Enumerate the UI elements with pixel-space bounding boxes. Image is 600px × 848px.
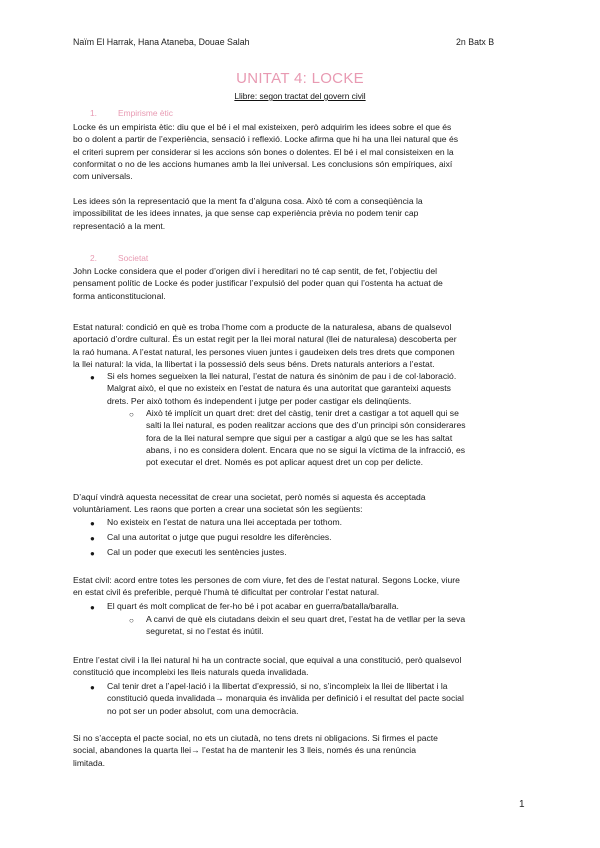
paragraph-empirisme-etic [73, 121, 528, 182]
text-line: salti la llei natural, es poden realitzar accions que des d’un principi són considerares [146, 420, 466, 431]
text-line: Estat natural: condició en què es troba l’home com a producte de la naturalesa, abans de qualsevol [73, 322, 452, 332]
page-subtitle: Llibre: segon tractat del govern civil [234, 91, 366, 101]
text-line: Això té implícit un quart dret: dret del càstig, tenir dret a castigar a tot aquell qui se [146, 408, 459, 418]
text-line: no pot ser un poder absolut, com una democràcia. [107, 705, 299, 716]
text-line: pot executar el dret. Només es pot aplicar aquest dret un cop per delicte. [146, 457, 424, 468]
section-number: 2. [90, 253, 97, 263]
text-line: constitució queda invalidada→ monarquia és invàlida per definició i el resultat del pacte social [107, 693, 464, 704]
section-title: Empirisme ètic [118, 108, 173, 118]
paragraph-pacte-social [73, 732, 528, 769]
bullet-hollow-icon: ○ [129, 616, 134, 625]
subbullet-seguretat [146, 613, 528, 638]
subbullet-dret-castig [146, 407, 528, 468]
text-line: Cal tenir dret a l’apel·lació i la llibertat d’expressió, si no, s’incompleix la llei de llibertat i la [107, 681, 448, 691]
text-line: com universals. [73, 171, 133, 182]
bullet-estat-natural [107, 370, 528, 407]
text-line: en estat civil és preferible, perquè l’humà té dificultat per controlar l’estat natural. [73, 587, 380, 598]
paragraph-idees [73, 195, 528, 232]
bullet-filled-icon: ● [90, 603, 95, 612]
page-title: UNITAT 4: LOCKE [236, 70, 364, 87]
text-line: Les idees són la representació que la ment fa d’alguna cosa. Això té com a conseqüència la [73, 196, 423, 206]
paragraph-societat-intro [73, 265, 528, 302]
bullet-raons-1 [107, 516, 528, 528]
text-line: voluntàriament. Les raons que porten a crear una societat són les següents: [73, 504, 363, 515]
section-heading-empirisme [90, 108, 173, 118]
text-line: abans, i no es considera dolent. Encara que no se sigui la víctima de la infracció, es [146, 444, 466, 455]
text-line: impossibilitat de les idees innates, ja que sense cap experiència prèvia no podem tenir cap [73, 208, 419, 219]
header-class: 2n Batx B [456, 37, 495, 47]
text-line: la raó humana. A l’estat natural, les persones viuen juntes i gaudeixen dels tres drets que componen [73, 346, 455, 357]
text-line: pensament polític de Locke és poder justificar l’expulsió del poder quan qui l’ostenta ha actuat de [73, 278, 443, 289]
text-line: Estat civil: acord entre totes les persones de com viure, fet des de l’estat natural. Segons Locke, viure [73, 575, 460, 585]
header-authors: Naïm El Harrak, Hana Ataneba, Douae Salah [73, 37, 250, 47]
text-line: el criteri suprem per considerar si les accions són bones o dolentes. El bé i el mal consisteixen en la [73, 146, 454, 157]
text-line: aportació d’ordre cultural. És un estat regit per la llei moral natural (llei de naturalesa) descoberta per [73, 334, 457, 345]
text-line: bo o dolent a partir de l’experiència, sensació i reflexió. Locke afirma que hi ha una llei natural que és [73, 134, 459, 145]
paragraph-contracte-social [73, 654, 528, 679]
text-line: Si els homes segueixen la llei natural, l’estat de natura és sinònim de pau i de col·laboració. [107, 371, 457, 381]
text-line: John Locke considera que el poder d’origen diví i hereditari no té cap sentit, de fet, l’objectiu del [73, 266, 438, 276]
text-line: seguretat, si no l’estat és inútil. [146, 626, 264, 637]
text-line: Malgrat això, el que no existeix en l’estat de natura és una autoritat que garanteixi aquests [107, 383, 451, 394]
text-line: forma anticonstitucional. [73, 290, 166, 301]
text-line: Si no s’accepta el pacte social, no ets un ciutadà, no tens drets ni obligacions. Si firmes el pacte [73, 733, 438, 743]
text-line: Cal una autoritat o jutge que pugui resoldre les diferències. [107, 532, 332, 542]
text-line: constitució que incompleixi les lleis naturals queda invalidada. [73, 667, 309, 678]
text-line: drets. Per això tothom és independent i jutge per poder castigar els delinqüents. [107, 395, 412, 406]
bullet-filled-icon: ● [90, 683, 95, 692]
text-line: conformitat o no de les accions humanes amb la llei universal. Les conclusions són empíriques, així [73, 158, 453, 169]
section-title: Societat [118, 253, 149, 263]
bullet-estat-civil [107, 600, 528, 612]
bullet-filled-icon: ● [90, 373, 95, 382]
text-line: la llei natural: la vida, la llibertat i la possessió dels seus béns. Drets naturals anteriors a l’estat. [73, 358, 435, 369]
section-number: 1. [90, 108, 97, 118]
text-line: social, abandones la quarta llei→ l’estat ha de mantenir les 3 lleis, només és una renúncia [73, 745, 416, 756]
text-line: representació a la ment. [73, 220, 166, 231]
text-line: limitada. [73, 757, 105, 768]
paragraph-estat-civil [73, 574, 528, 599]
bullet-filled-icon: ● [90, 519, 95, 528]
page-number: 1 [519, 799, 525, 810]
bullet-hollow-icon: ○ [129, 410, 134, 419]
paragraph-necessitat-societat [73, 491, 528, 516]
bullet-raons-2 [107, 531, 528, 543]
text-line: fora de la llei natural sempre que sigui per a castigar a algú que se les has saltat [146, 432, 453, 443]
text-line: Entre l’estat civil i la llei natural hi ha un contracte social, que equival a una constitució, però qualsevol [73, 655, 462, 665]
text-line: Cal un poder que executi les sentències justes. [107, 547, 287, 557]
bullet-filled-icon: ● [90, 534, 95, 543]
paragraph-estat-natural [73, 321, 528, 370]
text-line: El quart és molt complicat de fer-ho bé i pot acabar en guerra/batalla/baralla. [107, 601, 399, 611]
bullet-filled-icon: ● [90, 549, 95, 558]
section-heading-societat [90, 253, 148, 263]
text-line: A canvi de què els ciutadans deixin el seu quart dret, l’estat ha de vetllar per la seva [146, 614, 466, 624]
bullet-raons-3 [107, 546, 528, 558]
bullet-apel-lacio [107, 680, 528, 717]
text-line: Locke és un empirista ètic: diu que el bé i el mal existeixen, però adquirim les idees sobre el que és [73, 122, 452, 132]
text-line: D’aquí vindrà aquesta necessitat de crear una societat, però només si aquesta és acceptada [73, 492, 426, 502]
text-line: No existeix en l’estat de natura una llei acceptada per tothom. [107, 517, 343, 527]
